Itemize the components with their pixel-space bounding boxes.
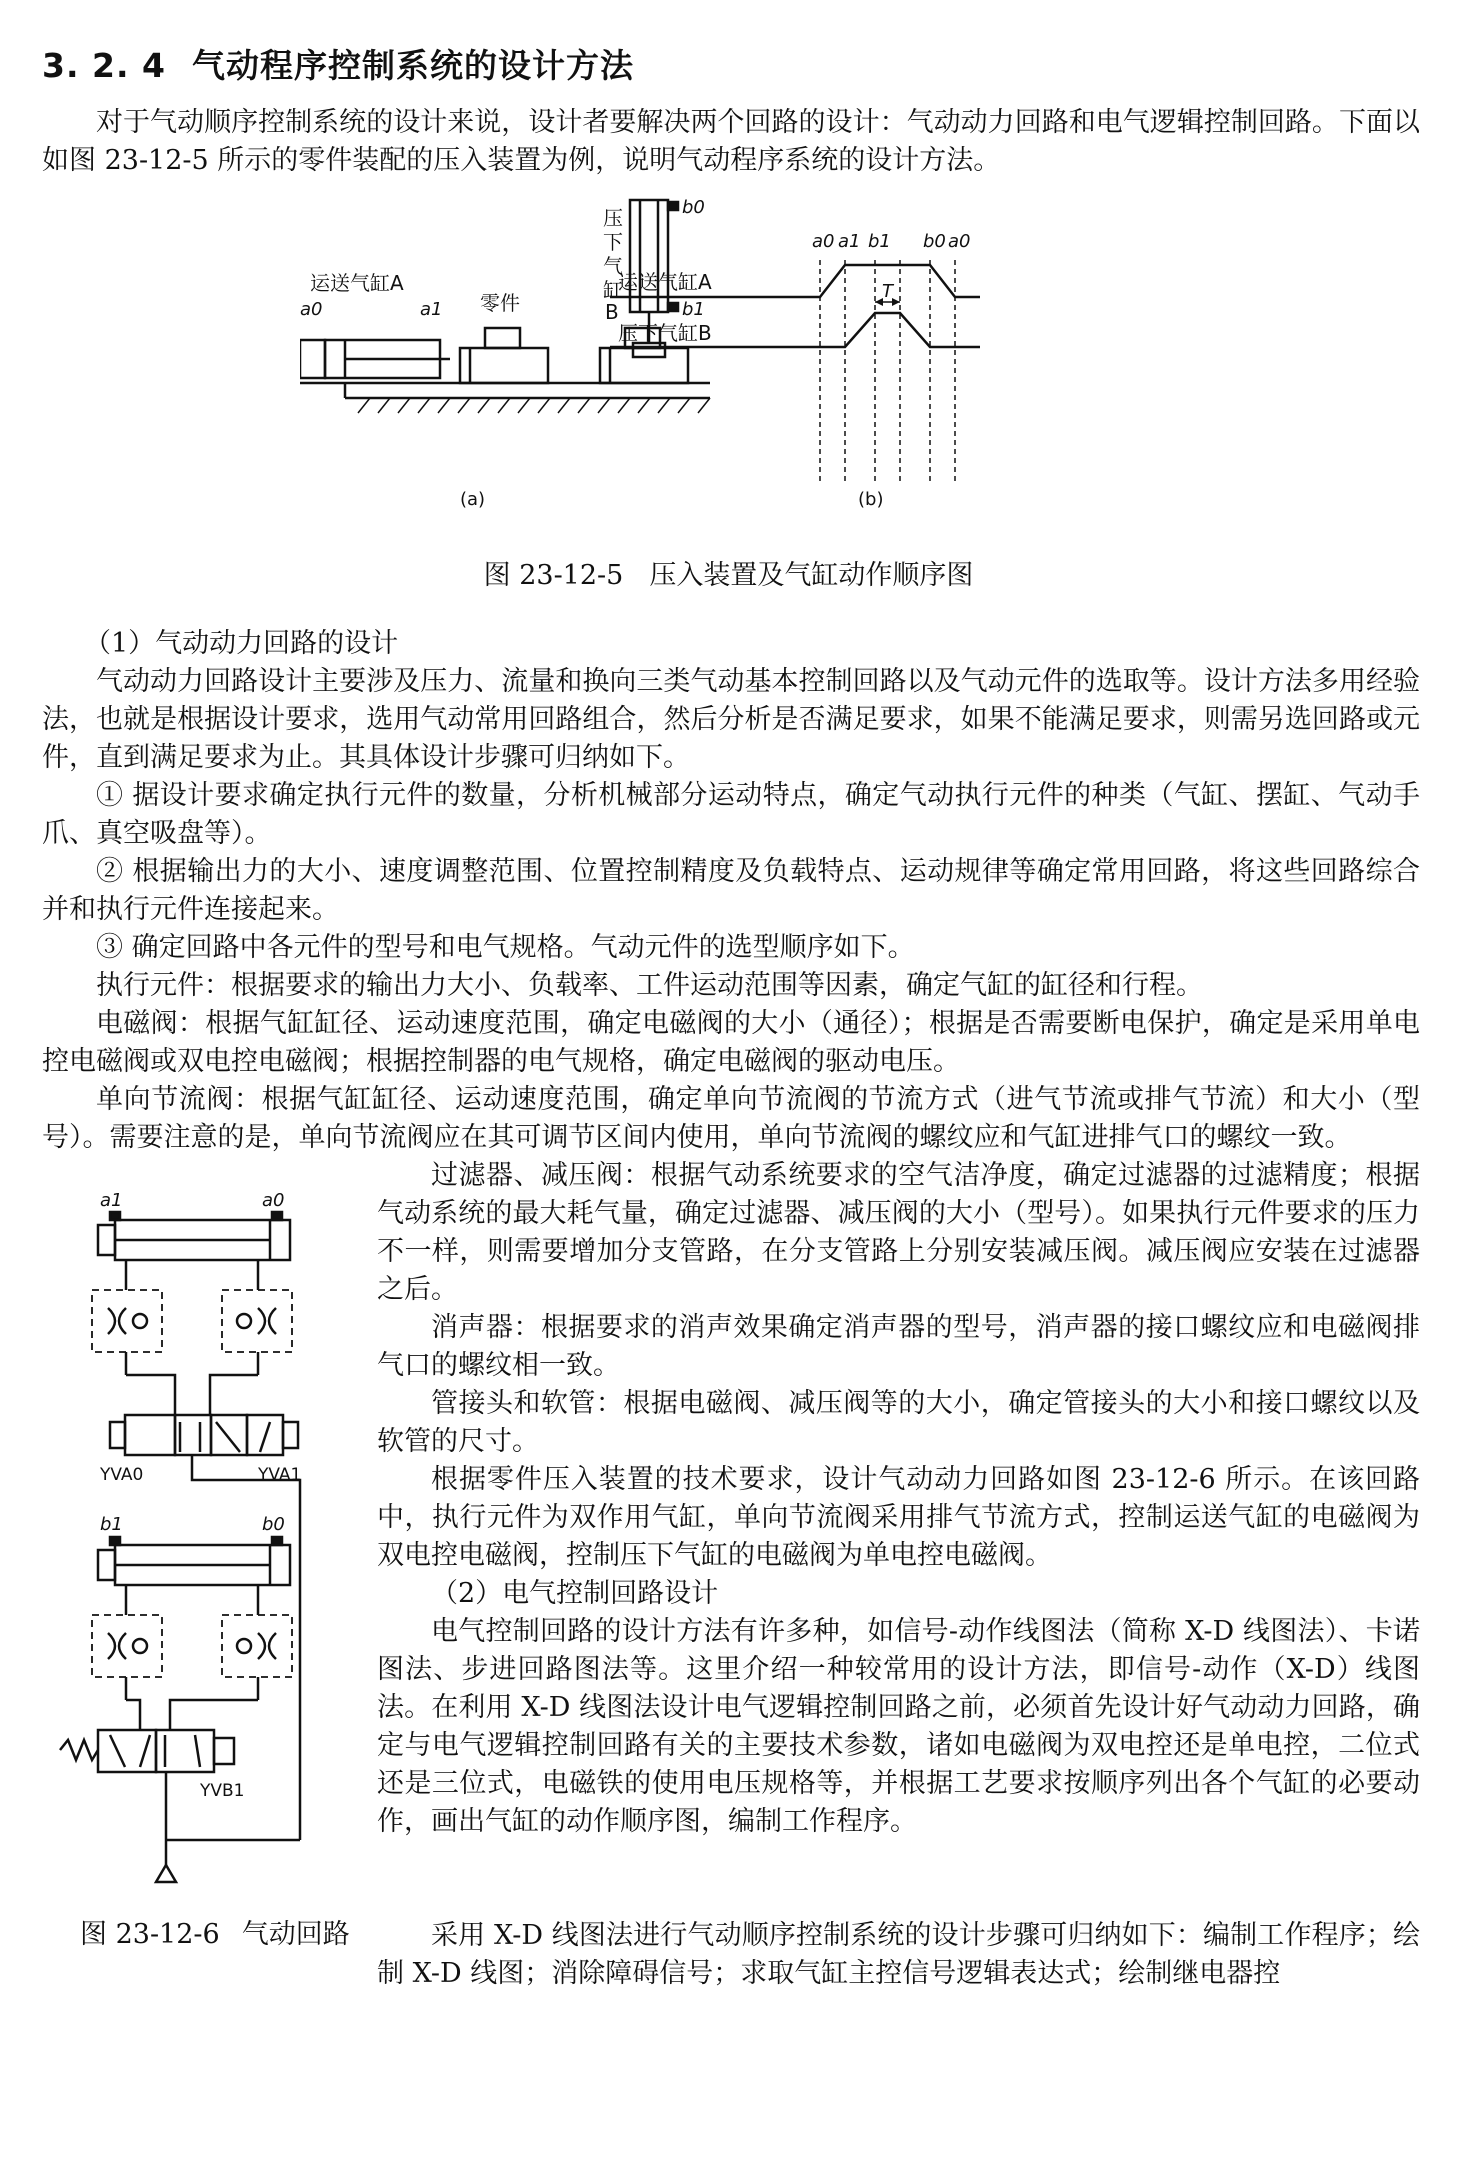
section-2-steps: 采用 X-D 线图法进行气动顺序控制系统的设计步骤可归纳如下：编制工作程序；绘制 X-D 线图；消除障碍信号；求取气缸主控信号逻辑表达式；绘制继电器控	[377, 1920, 1420, 1989]
figure-23-12-5-caption	[0, 553, 1457, 592]
label-a0-b: a0	[812, 231, 835, 252]
press-char-1: 压	[603, 206, 623, 230]
throttle-valve-b-right	[222, 1615, 292, 1677]
ground-hatching	[358, 398, 710, 413]
figure-23-12-6-text: 气动回路	[241, 1919, 350, 1950]
step-1: ① 据设计要求确定执行元件的数量，分析机械部分运动特点，确定气动执行元件的种类（气缸、摆缸、气动手爪、真空吸盘等）。	[42, 780, 1420, 849]
cylinder-a	[98, 1212, 290, 1260]
label-b0-a: b0	[682, 197, 705, 218]
label-yvb1: YVB1	[200, 1781, 245, 1801]
label-a0-b2: a0	[948, 231, 971, 252]
solenoid-valve-b	[60, 1730, 234, 1772]
label-a1-b: a1	[838, 231, 861, 252]
press-char-3: 气	[603, 254, 623, 278]
section-number: 3. 2. 4	[42, 46, 166, 85]
label-sub-a: (a)	[460, 489, 486, 510]
pipe-fitting-text: 管接头和软管：根据电磁阀、减压阀等的大小，确定管接头的大小和接口螺纹以及软管的尺寸。	[377, 1388, 1420, 1457]
section-1-paragraph: 气动动力回路设计主要涉及压力、流量和换向三类气动基本控制回路以及气动元件的选取等。设计方法多用经验法，也就是根据设计要求，选用气动常用回路组合，然后分析是否满足要求，如果不能满足要求，则需另选回路或元件，直到满足要求为止。其具体设计步骤可归纳如下。	[42, 666, 1420, 773]
label-b1-a: b1	[682, 299, 705, 320]
figure-23-12-5-text: 压入装置及气缸动作顺序图	[649, 560, 974, 591]
intro-paragraph: 对于气动顺序控制系统的设计来说，设计者要解决两个回路的设计：气动动力回路和电气逻辑控制回路。下面以如图 23-12-5 所示的零件装配的压入装置为例，说明气动程序系统的设计方法。	[42, 107, 1420, 176]
press-cylinder-label	[603, 206, 623, 324]
label-b1-b: b1	[868, 231, 891, 252]
press-char-5: B	[605, 300, 619, 324]
label-a0: a0	[262, 1190, 285, 1211]
figure-23-12-6	[40, 1190, 370, 1920]
label-sub-b: (b)	[858, 489, 884, 510]
label-T: T	[882, 281, 893, 302]
label-a1-a: a1	[420, 299, 443, 320]
filter-text: 过滤器、减压阀：根据气动系统要求的空气洁净度，确定过滤器的过滤精度；根据气动系统的最大耗气量，确定过滤器、减压阀的大小（型号）。如果执行元件要求的压力不一样，则需要增加分支管路，在分支管路上分别安装减压阀。减压阀应安装在过滤器之后。	[377, 1160, 1420, 1305]
press-char-2: 下	[603, 230, 623, 254]
throttle-valve-a-left	[92, 1290, 162, 1352]
timing-labels	[812, 231, 970, 302]
section-2-title: （2）电气控制回路设计	[431, 1578, 719, 1609]
step-2: ② 根据输出力的大小、速度调整范围、位置控制精度及负载特点、运动规律等确定常用回路，将这些回路综合并和执行元件连接起来。	[42, 856, 1420, 925]
throttle-valve-text: 单向节流阀：根据气缸缸径、运动速度范围，确定单向节流阀的节流方式（进气节流或排气节流）和大小（型号）。需要注意的是，单向节流阀应在其可调节区间内使用，单向节流阀的螺纹应和气缸进排气口的螺纹一致。	[42, 1084, 1420, 1153]
label-yva1: YVA1	[258, 1465, 302, 1485]
section-heading	[42, 40, 634, 87]
label-b0-b: b0	[923, 231, 946, 252]
label-a0-a: a0	[300, 299, 323, 320]
section-2-paragraph: 电气控制回路的设计方法有许多种，如信号-动作线图法（简称 X-D 线图法）、卡诺图法、步进回路图法等。这里介绍一种较常用的设计方法，即信号-动作（X-D）线图法。在利用 X-D 线图法设计电气逻辑控制回路之前，必须首先设计好气动动力回路，确定与电气逻辑控制回路有关的主要技术参数，诸如电磁阀为双电控还是单电控，二位式还是三位式，电磁铁的使用电压规格等，并根据工艺要求按顺序列出各个气缸的必要动作，画出气缸的动作顺序图，编制工作程序。	[377, 1616, 1420, 1837]
label-a1: a1	[100, 1190, 123, 1211]
solenoid-valve-text: 电磁阀：根据气缸缸径、运动速度范围，确定电磁阀的大小（通径）；根据是否需要断电保护，确定是采用单电控电磁阀或双电控电磁阀；根据控制器的电气规格，确定电磁阀的驱动电压。	[42, 1008, 1420, 1077]
section-1-title: （1）气动动力回路的设计	[84, 628, 399, 659]
design-text: 根据零件压入装置的技术要求，设计气动动力回路如图 23-12-6 所示。在该回路中，执行元件为双作用气缸，单向节流阀采用排气节流方式，控制运送气缸的电磁阀为双电控电磁阀，控制压下气缸的电磁阀为单电控电磁阀。	[377, 1464, 1420, 1571]
muffler-text: 消声器：根据要求的消声效果确定消声器的型号，消声器的接口螺纹应和电磁阀排气口的螺纹相一致。	[377, 1312, 1420, 1381]
figure-23-12-6-number: 图 23-12-6	[80, 1919, 220, 1950]
label-part: 零件	[480, 291, 520, 315]
timing-label-cylinder-a: 运送气缸A	[618, 270, 712, 294]
section-title: 气动程序控制系统的设计方法	[191, 46, 634, 85]
step-3: ③ 确定回路中各元件的型号和电气规格。气动元件的选型顺序如下。	[96, 932, 915, 963]
label-yva0: YVA0	[100, 1465, 144, 1485]
figure-23-12-6-caption	[80, 1912, 350, 1951]
figure-23-12-5	[300, 185, 1180, 540]
label-b0: b0	[262, 1514, 285, 1535]
cylinder-b	[98, 1537, 290, 1585]
solenoid-valve-a	[110, 1415, 298, 1455]
exec-element-text: 执行元件：根据要求的输出力大小、负载率、工件运动范围等因素，确定气缸的缸径和行程。	[96, 970, 1203, 1001]
throttle-valve-a-right	[222, 1290, 292, 1352]
timing-label-cylinder-b: 压下气缸B	[618, 321, 712, 345]
label-feed-cylinder-a: 运送气缸A	[310, 271, 404, 295]
throttle-valve-b-left	[92, 1615, 162, 1677]
label-b1: b1	[100, 1514, 123, 1535]
press-char-4: 缸	[603, 278, 623, 302]
figure-23-12-5-number: 图 23-12-5	[483, 560, 624, 591]
